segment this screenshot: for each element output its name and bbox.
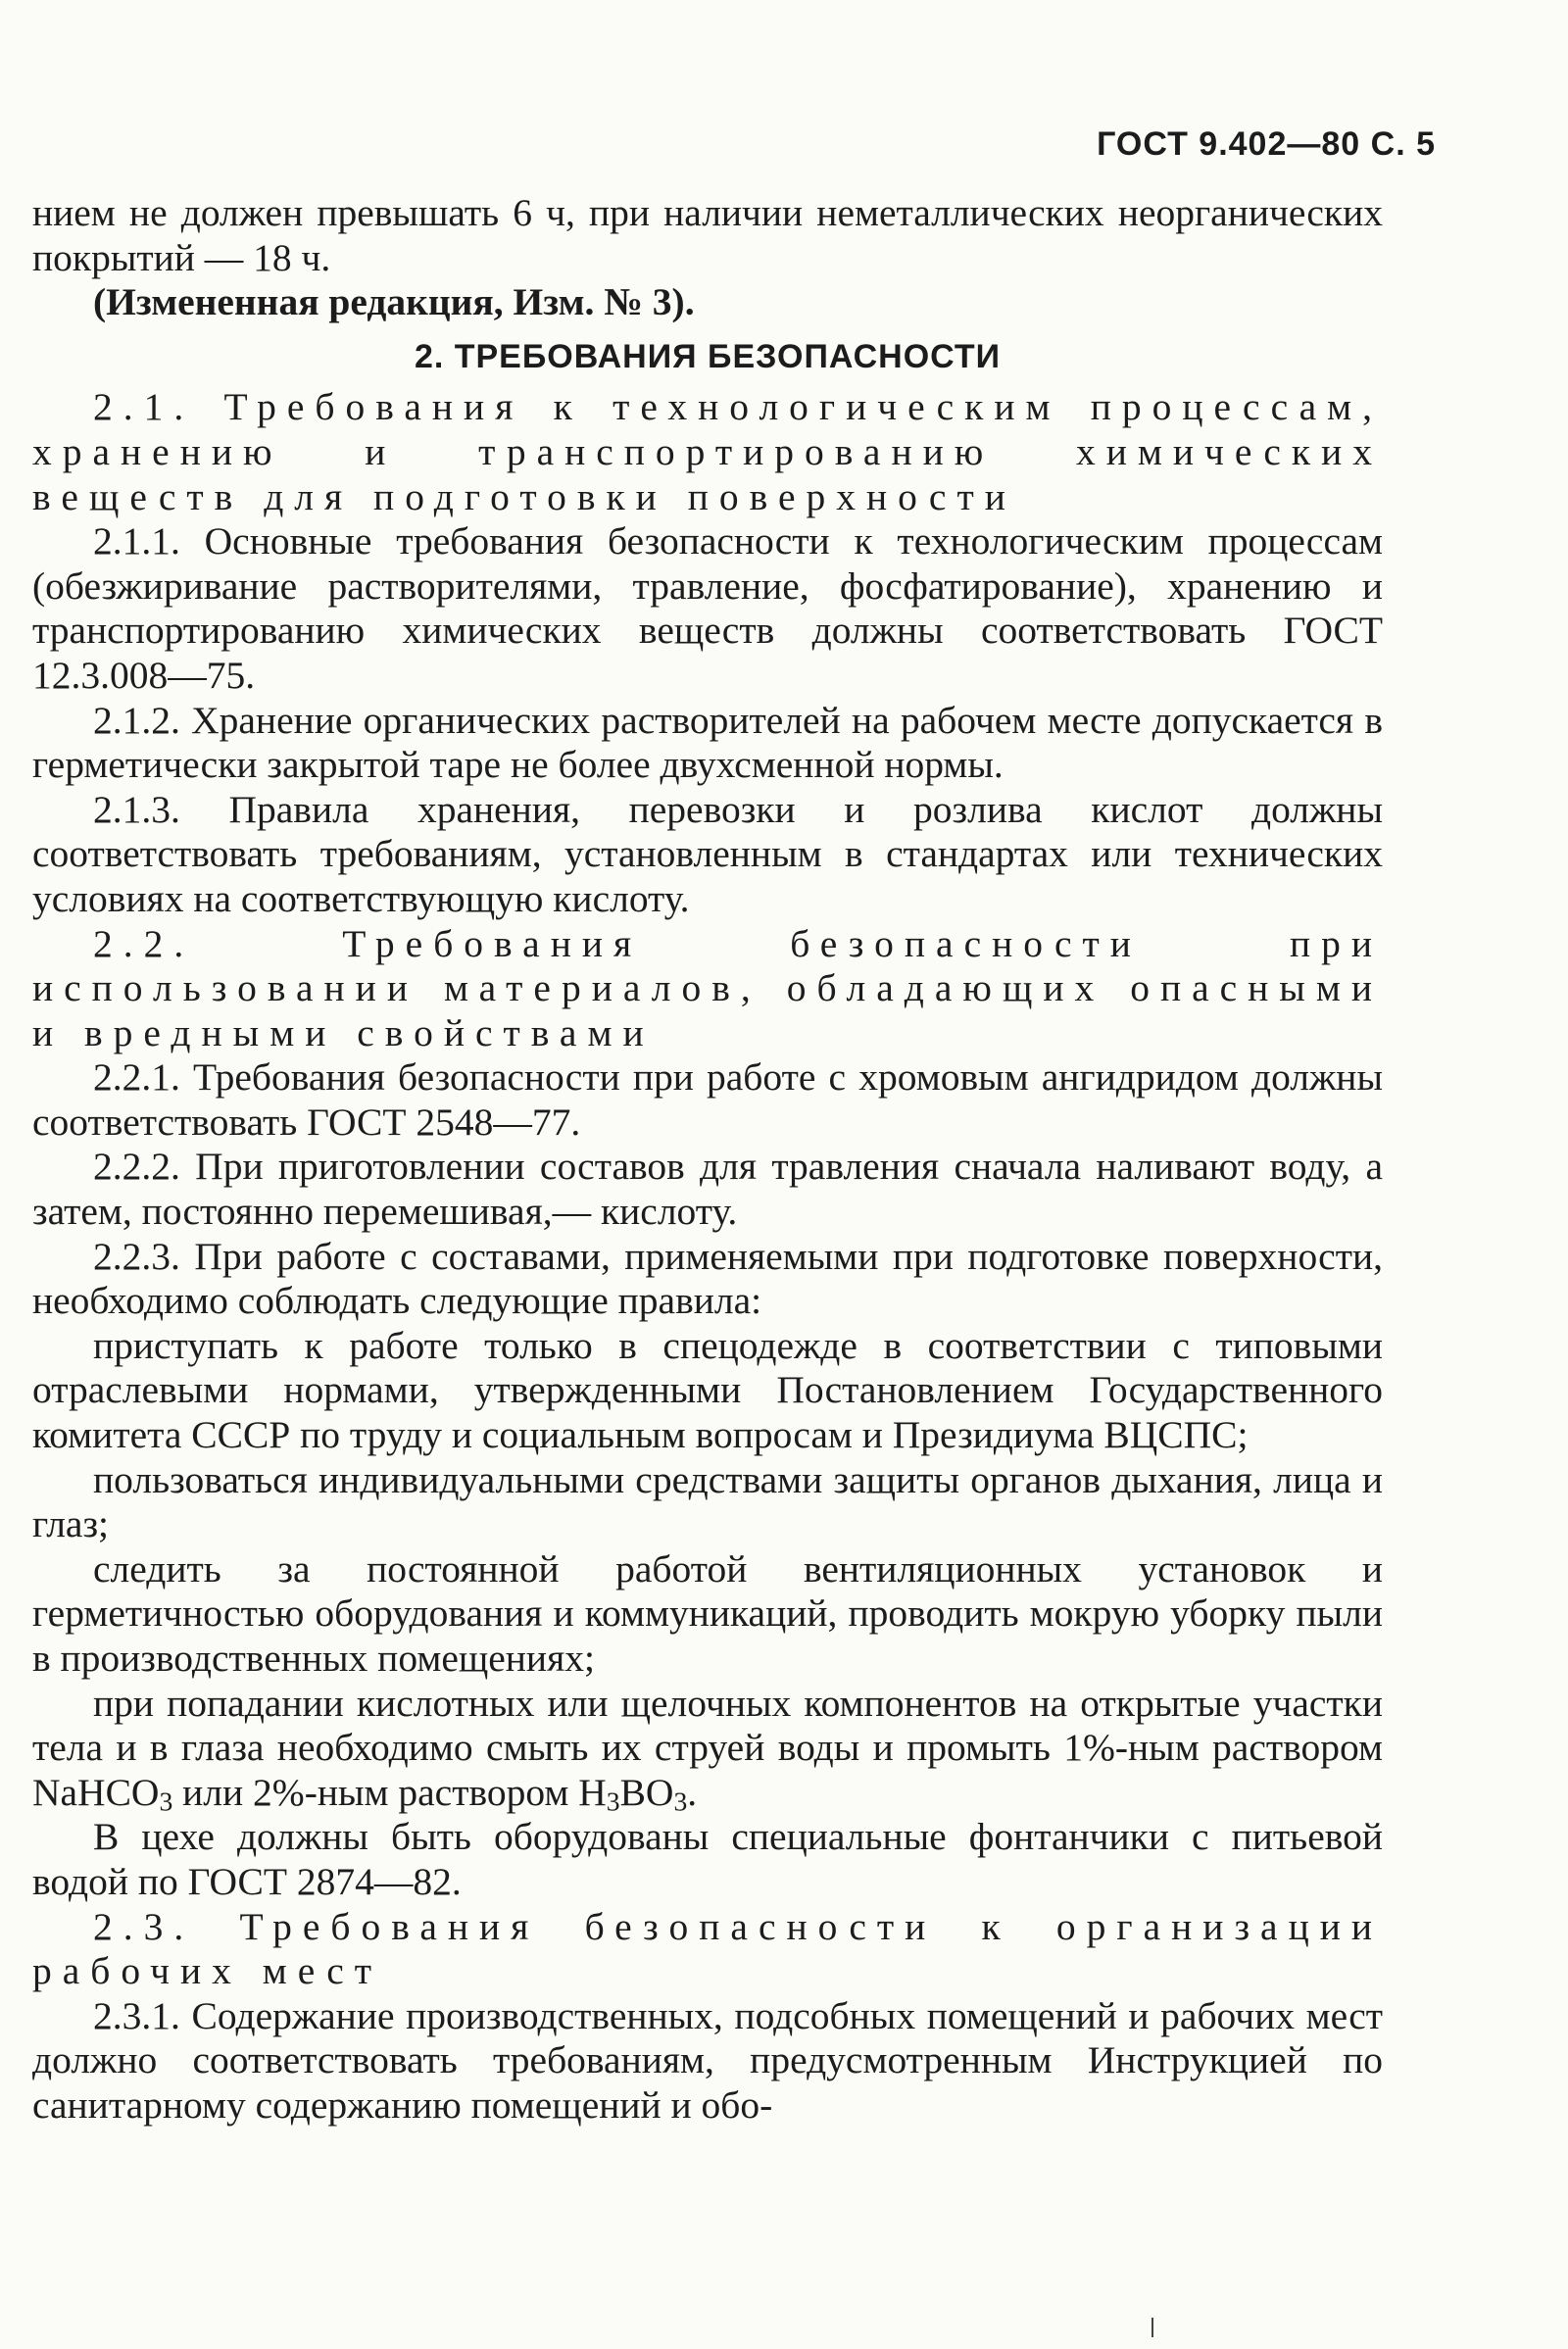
clause-2-1-3: 2.1.3. Правила хранения, перевозки и розлива кислот должны соответствовать требованиям, установленным в стандартах или технических условиях на соответствующую кислоту.: [32, 787, 1383, 920]
subsection-2-1-title: 2.1. Требования к технологическим процессам, хранению и транспортированию химических веществ для подготовки поверхности: [32, 385, 1383, 518]
rule-text: при попадании кислотных или щелочных компонентов на открытые участки тела и в глаза необходимо смыть их струей воды и промыть 1%-ным раствором NaHCO: [32, 1681, 1383, 1814]
rule-item-chemistry: [32, 1682, 1383, 1816]
document-body: [32, 191, 1383, 2129]
rule-item: приступать к работе только в спецодежде в соответствии с типовыми отраслевыми нормами, утвержденными Постановлением Государственного комитета СССР по труду и социальным вопросам и Президиума ВЦСПС;: [32, 1323, 1383, 1457]
subscript: 3: [606, 1786, 620, 1817]
section-title: 2. ТРЕБОВАНИЯ БЕЗОПАСНОСТИ: [414, 337, 1002, 375]
clause-2-3-1: 2.3.1. Содержание производственных, подсобных помещений и рабочих мест должно соответствовать требованиям, предусмотренным Инструкцией по санитарному содержанию помещений и обо-: [32, 1993, 1383, 2127]
clause-2-2-3: 2.2.3. При работе с составами, применяемыми при подготовке поверхности, необходимо соблюдать следующие правила:: [32, 1234, 1383, 1323]
rule-text: или 2%-ным раствором H: [172, 1770, 607, 1814]
paragraph-continuation: нием не должен превышать 6 ч, при наличии неметаллических неорганических покрытий — 18 ч.: [32, 191, 1383, 279]
rule-item: В цехе должны быть оборудованы специальные фонтанчики с питьевой водой по ГОСТ 2874—82.: [32, 1815, 1383, 1903]
subsection-2-2-title: 2.2. Требования безопасности при использовании материалов, обладающих опасными и вредными свойствами: [32, 921, 1383, 1054]
rule-text: .: [687, 1770, 698, 1814]
clause-2-1-2: 2.1.2. Хранение органических растворителей на рабочем месте допускается в герметически закрытой таре не более двухсменной нормы.: [32, 698, 1383, 787]
amendment-note: (Измененная редакция, Изм. № 3).: [93, 280, 695, 324]
subscript: 3: [673, 1786, 688, 1817]
clause-2-1-1: 2.1.1. Основные требования безопасности к технологическим процессам (обезжиривание растворителями, травление, фосфатирование), хранению и транспортированию химических веществ должны соответствовать ГОСТ 12.3.008—75.: [32, 519, 1383, 697]
scan-mark: [1152, 2318, 1153, 2337]
clause-2-2-1: 2.2.1. Требования безопасности при работе с хромовым ангидридом должны соответствовать ГОСТ 2548—77.: [32, 1055, 1383, 1144]
subscript: 3: [159, 1786, 173, 1817]
rule-item: пользоваться индивидуальными средствами защиты органов дыхания, лица и глаз;: [32, 1457, 1383, 1546]
running-header: ГОСТ 9.402—80 С. 5: [1097, 125, 1436, 163]
rule-text: BO: [619, 1770, 674, 1814]
rule-item: следить за постоянной работой вентиляционных установок и герметичностью оборудования и коммуникаций, проводить мокрую уборку пыли в производственных помещениях;: [32, 1546, 1383, 1680]
clause-2-2-2: 2.2.2. При приготовлении составов для травления сначала наливают воду, а затем, постоянно перемешивая,— кислоту.: [32, 1145, 1383, 1234]
subsection-2-3-title: 2.3. Требования безопасности к организации рабочих мест: [32, 1904, 1383, 1993]
